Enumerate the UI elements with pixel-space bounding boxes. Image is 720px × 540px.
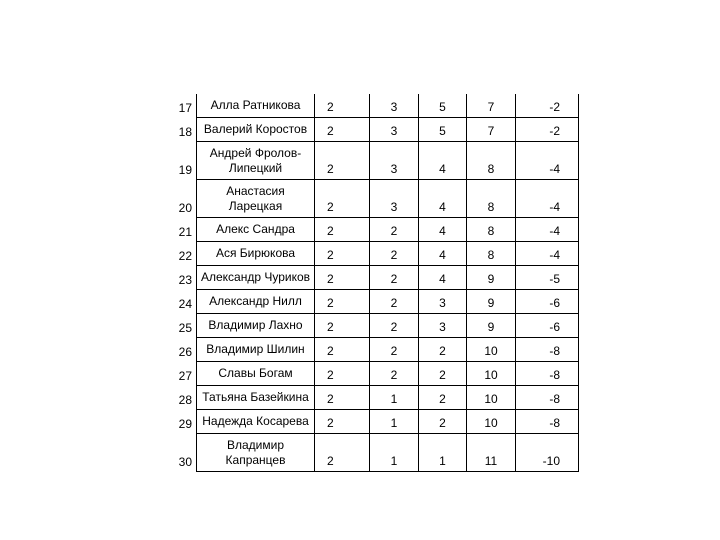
- value-cell-4: 8: [467, 142, 516, 180]
- rank-cell: 29: [178, 416, 192, 431]
- value-cell-1: 2: [315, 94, 370, 118]
- table-row: [164, 142, 579, 180]
- value-cell-2: 3: [370, 180, 419, 218]
- name-cell: Ася Бирюкова: [197, 242, 315, 266]
- value-cell-2: 2: [370, 266, 419, 290]
- value-cell-4: 10: [467, 386, 516, 410]
- name-cell: Александр Нилл: [197, 290, 315, 314]
- value-cell-1: 2: [315, 180, 370, 218]
- value-cell-2: 2: [370, 218, 419, 242]
- value-cell-2: 2: [370, 362, 419, 386]
- value-cell-2: 3: [370, 94, 419, 118]
- value-cell-3: 3: [419, 290, 467, 314]
- value-cell-4: 10: [467, 338, 516, 362]
- table-row: [164, 242, 579, 266]
- value-cell-3: 2: [419, 386, 467, 410]
- rank-cell: 28: [178, 392, 192, 407]
- value-cell-5: -6: [516, 314, 579, 338]
- value-cell-5: -5: [516, 266, 579, 290]
- table-row: [164, 94, 579, 118]
- value-cell-2: 1: [370, 386, 419, 410]
- value-cell-2: 2: [370, 338, 419, 362]
- name-cell: Владимир Лахно: [197, 314, 315, 338]
- value-cell-3: 4: [419, 142, 467, 180]
- value-cell-5: -4: [516, 180, 579, 218]
- value-cell-4: 8: [467, 218, 516, 242]
- table-row: [164, 410, 579, 434]
- name-cell: Надежда Косарева: [197, 410, 315, 434]
- name-cell: Славы Богам: [197, 362, 315, 386]
- rank-cell: 26: [178, 344, 192, 359]
- rank-cell: 23: [178, 272, 192, 287]
- rank-cell: 20: [178, 200, 192, 215]
- value-cell-2: 2: [370, 242, 419, 266]
- value-cell-1: 2: [315, 118, 370, 142]
- value-cell-4: 10: [467, 410, 516, 434]
- value-cell-2: 2: [370, 290, 419, 314]
- value-cell-5: -2: [516, 94, 579, 118]
- value-cell-5: -2: [516, 118, 579, 142]
- standings-table: [164, 94, 579, 472]
- value-cell-1: 2: [315, 434, 370, 472]
- value-cell-4: 8: [467, 180, 516, 218]
- table-row: [164, 180, 579, 218]
- value-cell-3: 5: [419, 94, 467, 118]
- value-cell-1: 2: [315, 314, 370, 338]
- rank-cell: 30: [178, 454, 192, 469]
- table-row: [164, 118, 579, 142]
- value-cell-2: 3: [370, 118, 419, 142]
- value-cell-5: -10: [516, 434, 579, 472]
- name-cell: Татьяна Базейкина: [197, 386, 315, 410]
- value-cell-5: -8: [516, 386, 579, 410]
- value-cell-1: 2: [315, 290, 370, 314]
- rank-cell: 25: [178, 320, 192, 335]
- value-cell-4: 8: [467, 242, 516, 266]
- table-row: [164, 386, 579, 410]
- value-cell-5: -4: [516, 218, 579, 242]
- value-cell-1: 2: [315, 386, 370, 410]
- value-cell-1: 2: [315, 218, 370, 242]
- value-cell-5: -8: [516, 362, 579, 386]
- value-cell-4: 7: [467, 94, 516, 118]
- value-cell-5: -4: [516, 242, 579, 266]
- value-cell-3: 4: [419, 266, 467, 290]
- rank-cell: 18: [178, 124, 192, 139]
- rank-cell: 24: [178, 296, 192, 311]
- value-cell-4: 9: [467, 314, 516, 338]
- value-cell-4: 10: [467, 362, 516, 386]
- table-row: [164, 434, 579, 472]
- value-cell-2: 1: [370, 410, 419, 434]
- value-cell-1: 2: [315, 338, 370, 362]
- table-row: [164, 314, 579, 338]
- name-cell: Анастасия Ларецкая: [197, 180, 315, 218]
- value-cell-3: 1: [419, 434, 467, 472]
- value-cell-5: -4: [516, 142, 579, 180]
- rank-cell: 27: [178, 368, 192, 383]
- rank-cell: 19: [178, 162, 192, 177]
- value-cell-4: 9: [467, 290, 516, 314]
- table-row: [164, 266, 579, 290]
- value-cell-2: 3: [370, 142, 419, 180]
- value-cell-3: 2: [419, 362, 467, 386]
- name-cell: Алекс Сандра: [197, 218, 315, 242]
- table-row: [164, 362, 579, 386]
- value-cell-1: 2: [315, 242, 370, 266]
- value-cell-3: 4: [419, 218, 467, 242]
- standings-body: [164, 94, 579, 472]
- value-cell-3: 4: [419, 180, 467, 218]
- value-cell-5: -8: [516, 338, 579, 362]
- value-cell-1: 2: [315, 142, 370, 180]
- value-cell-3: 3: [419, 314, 467, 338]
- name-cell: Валерий Коростов: [197, 118, 315, 142]
- table-row: [164, 290, 579, 314]
- value-cell-2: 1: [370, 434, 419, 472]
- rank-cell: 21: [178, 224, 192, 239]
- value-cell-3: 4: [419, 242, 467, 266]
- rank-cell: 17: [178, 100, 192, 115]
- rank-cell: 22: [178, 248, 192, 263]
- table-row: [164, 338, 579, 362]
- value-cell-3: 2: [419, 338, 467, 362]
- value-cell-1: 2: [315, 410, 370, 434]
- value-cell-5: -8: [516, 410, 579, 434]
- value-cell-4: 11: [467, 434, 516, 472]
- name-cell: Андрей Фролов-Липецкий: [197, 142, 315, 180]
- table-row: [164, 218, 579, 242]
- value-cell-2: 2: [370, 314, 419, 338]
- name-cell: Владимир Капранцев: [197, 434, 315, 472]
- name-cell: Алла Ратникова: [197, 94, 315, 118]
- name-cell: Александр Чуриков: [197, 266, 315, 290]
- value-cell-1: 2: [315, 266, 370, 290]
- value-cell-3: 5: [419, 118, 467, 142]
- name-cell: Владимир Шилин: [197, 338, 315, 362]
- value-cell-4: 9: [467, 266, 516, 290]
- value-cell-5: -6: [516, 290, 579, 314]
- value-cell-1: 2: [315, 362, 370, 386]
- value-cell-4: 7: [467, 118, 516, 142]
- value-cell-3: 2: [419, 410, 467, 434]
